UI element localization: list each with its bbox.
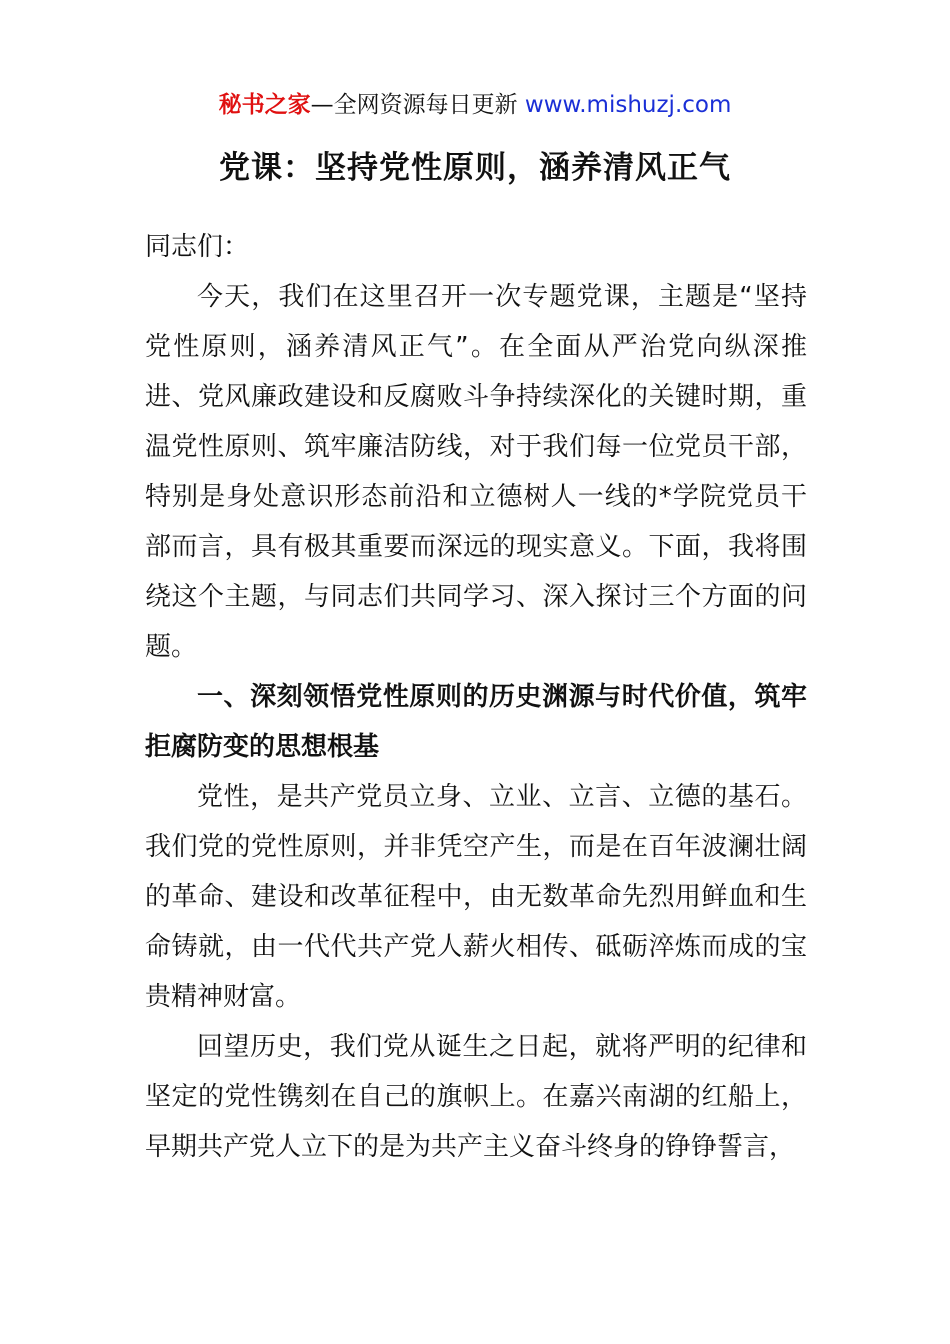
site-tagline: —全网资源每日更新 [310,92,518,118]
section-heading: 一、深刻领悟党性原则的历史渊源与时代价值，筑牢拒腐防变的思想根基 [145,682,807,762]
document-body [145,222,807,1172]
paragraph: 今天，我们在这里召开一次专题党课，主题是“坚持党性原则，涵养清风正气”。在全面从严治党向纵深推进、党风廉政建设和反腐败斗争持续深化的关键时期，重温党性原则、筑牢廉洁防线，对于我们每一位党员干部，特别是身处意识形态前沿和立德树人一线的*学院党员干部而言，具有极其重要而深远的现实意义。下面，我将围绕这个主题，与同志们共同学习、深入探讨三个方面的问题。 [145,282,807,662]
salutation: 同志们： [145,232,250,262]
site-header [0,88,950,122]
site-url-link[interactable]: www.mishuzj.com [524,92,732,118]
site-brand: 秘书之家 [218,92,311,118]
paragraph: 党性，是共产党员立身、立业、立言、立德的基石。我们党的党性原则，并非凭空产生，而是在百年波澜壮阔的革命、建设和改革征程中，由无数革命先烈用鲜血和生命铸就，由一代代共产党人薪火相传、砥砺淬炼而成的宝贵精神财富。 [145,782,807,1012]
paragraph: 回望历史，我们党从诞生之日起，就将严明的纪律和坚定的党性镌刻在自己的旗帜上。在嘉兴南湖的红船上，早期共产党人立下的是为共产主义奋斗终身的铮铮誓言， [145,1032,807,1162]
document-title: 党课：坚持党性原则，涵养清风正气 [219,150,731,186]
